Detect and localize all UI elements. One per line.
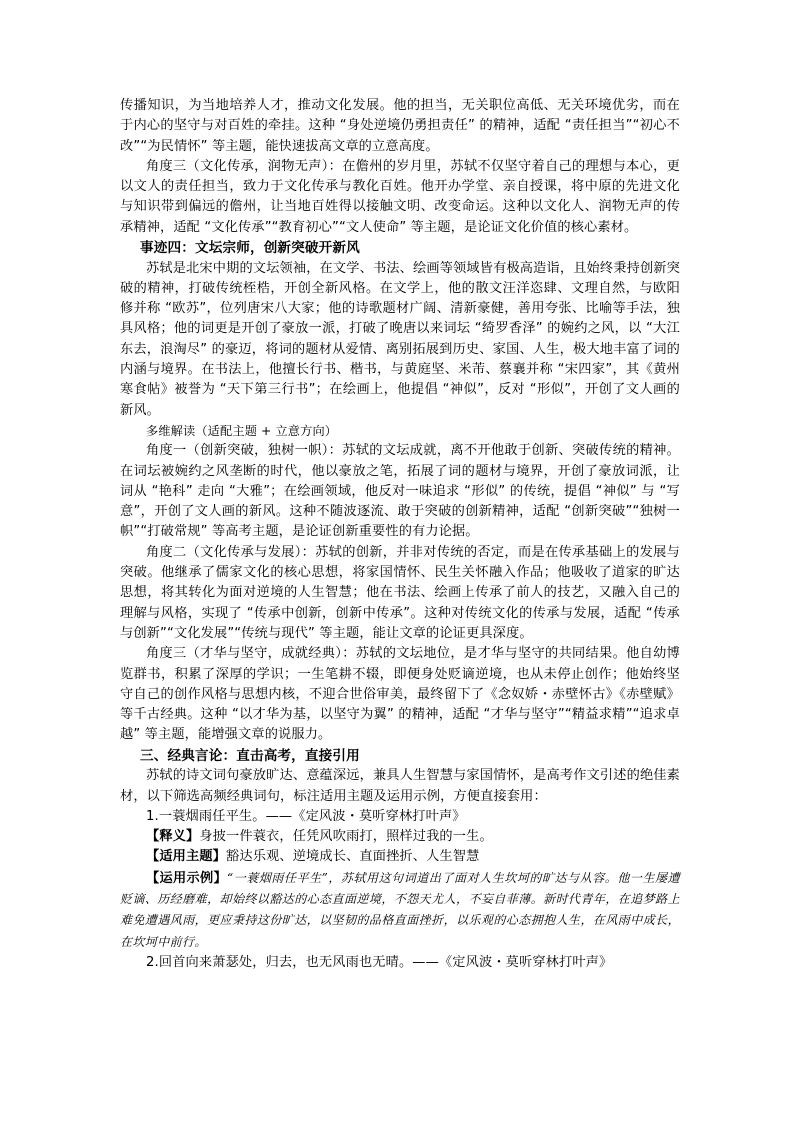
subheading-multi-interpretation: 多维解读（适配主题 + 立意方向） — [146, 423, 338, 438]
section-heading-deed-four: 事迹四：文坛宗师，创新突破开新风 — [140, 240, 360, 257]
explanation-text: 身披一件蓑衣，任凭风吹雨打，照样过我的一生。 — [199, 829, 493, 845]
paragraph-angle-one-innovation: 角度一（创新突破，独树一帜）：苏轼的文坛成就，离不开他敢于创新、突破传统的精神。在词坛被婉约之风垄断的时代，他以豪放之笔，拓展了词的题材与境界，开创了豪放词派，让词从 “艳科” 走向 “大雅”；在绘画领域，他反对一味追求 “形似” 的传统，提倡 “神似” 与 “写意”，开创了文人画的新风。这种不随波逐流、敢于突破的创新精神，适配 “创新突破”“独树一帜”“打破常规” 等高考主题，是论证创新重要性的有力论据。 — [120, 443, 680, 540]
quote-item-1: 1.一蓑烟雨任平生。——《定风波・莫听穿林打叶声》 — [146, 808, 466, 824]
paragraph-literary-master: 苏轼是北宋中期的文坛领袖，在文学、书法、绘画等领域皆有极高造诣，且始终秉持创新突破的精神，打破传统桎梏，开创全新风格。在文学上，他的散文汪洋恣肆、文理自然，与欧阳修并称 “欧苏”，位列唐宋八大家；他的诗歌题材广阔、清新豪健，善用夸张、比喻等手法，独具风格；他的词更是开创了豪放一派，打破了晚唐以来词坛 “绮罗香泽” 的婉约之风，以 “大江东去，浪淘尽” 的豪迈，将词的题材从爱情、离别拓展到历史、家国、人生，极大地丰富了词的内涵与境界。在书法上，他擅长行书、楷书，与黄庭坚、米芾、蔡襄并称 “宋四家”，其《黄州寒食帖》被誉为 “天下第三行书”；在绘画上，他提倡 “神似”，反对 “形似”，开创了文人画的新风。 — [120, 260, 680, 418]
paragraph-quotes-intro: 苏轼的诗文词句豪放旷达、意蕴深远，兼具人生智慧与家国情怀，是高考作文引述的绝佳素材，以下筛选高频经典词句，标注适用主题及运用示例，方便直接套用： — [120, 768, 680, 804]
quote-1-explanation — [120, 827, 680, 847]
document-body — [120, 96, 680, 973]
example-text: “一蓑烟雨任平生”，苏轼用这句词道出了面对人生坎坷的旷达与从容。他一生屡遭贬谪、历经磨难，却始终以豁达的心态直面逆境，不怨天尤人，不妄自菲薄。新时代青年，在追梦路上难免遭遇风雨，更应秉持这份旷达，以坚韧的品格直面挫折，以乐观的心态拥抱人生，在风雨中成长，在坎坷中前行。 — [120, 870, 680, 949]
quote-1-themes — [120, 847, 680, 867]
label-usage-example: 【运用示例】 — [146, 870, 228, 886]
label-applicable-themes: 【适用主题】 — [146, 849, 227, 865]
quote-1-example — [120, 868, 680, 953]
paragraph-angle-three-danzhou: 角度三（文化传承，润物无声）：在儋州的岁月里，苏轼不仅坚守着自己的理想与本心，更以文人的责任担当，致力于文化传承与教化百姓。他开办学堂、亲自授课，将中原的先进文化与知识带到偏远的儋州，让当地百姓得以接触文明、改变命运。这种以文化人、润物无声的传承精神，适配 “文化传承”“教育初心”“文人使命” 等主题，是论证文化价值的核心素材。 — [120, 158, 680, 235]
paragraph-responsibility-conclusion: 传播知识，为当地培养人才，推动文化发展。他的担当，无关职位高低、无关环境优劣，而在于内心的坚守与对百姓的牵挂。这种 “身处逆境仍勇担责任” 的精神，适配 “责任担当”“初心不改”“为民情怀” 等主题，能快速拔高文章的立意高度。 — [120, 98, 680, 154]
paragraph-angle-three-talent: 角度三（才华与坚守，成就经典）：苏轼的文坛地位，是才华与坚守的共同结果。他自幼博览群书，积累了深厚的学识；一生笔耕不辍，即便身处贬谪逆境，也从未停止创作；他始终坚守自己的创作风格与思想内核，不迎合世俗审美，最终留下了《念奴娇・赤壁怀古》《赤壁赋》等千古经典。这种 “以才华为基，以坚守为翼” 的精神，适配 “才华与坚守”“精益求精”“追求卓越” 等主题，能增强文章的说服力。 — [120, 646, 680, 743]
paragraph-angle-two-inheritance: 角度二（文化传承与发展）：苏轼的创新，并非对传统的否定，而是在传承基础上的发展与突破。他继承了儒家文化的核心思想，将家国情怀、民生关怀融入作品；他吸收了道家的旷达思想，将其转化为面对逆境的人生智慧；他在书法、绘画上传承了前人的技艺，又融入自己的理解与风格，实现了 “传承中创新，创新中传承”。这种对传统文化的传承与发展，适配 “传承与创新”“文化发展”“传统与现代” 等主题，能让文章的论证更具深度。 — [120, 544, 680, 641]
label-explanation: 【释义】 — [146, 829, 200, 845]
quote-item-2: 2.回首向来萧瑟处，归去，也无风雨也无晴。——《定风波・莫听穿林打叶声》 — [146, 954, 613, 970]
themes-text: 豁达乐观、逆境成长、直面挫折、人生智慧 — [226, 849, 480, 865]
section-heading-classic-quotes: 三、经典言论：直击高考，直接引用 — [140, 747, 360, 764]
